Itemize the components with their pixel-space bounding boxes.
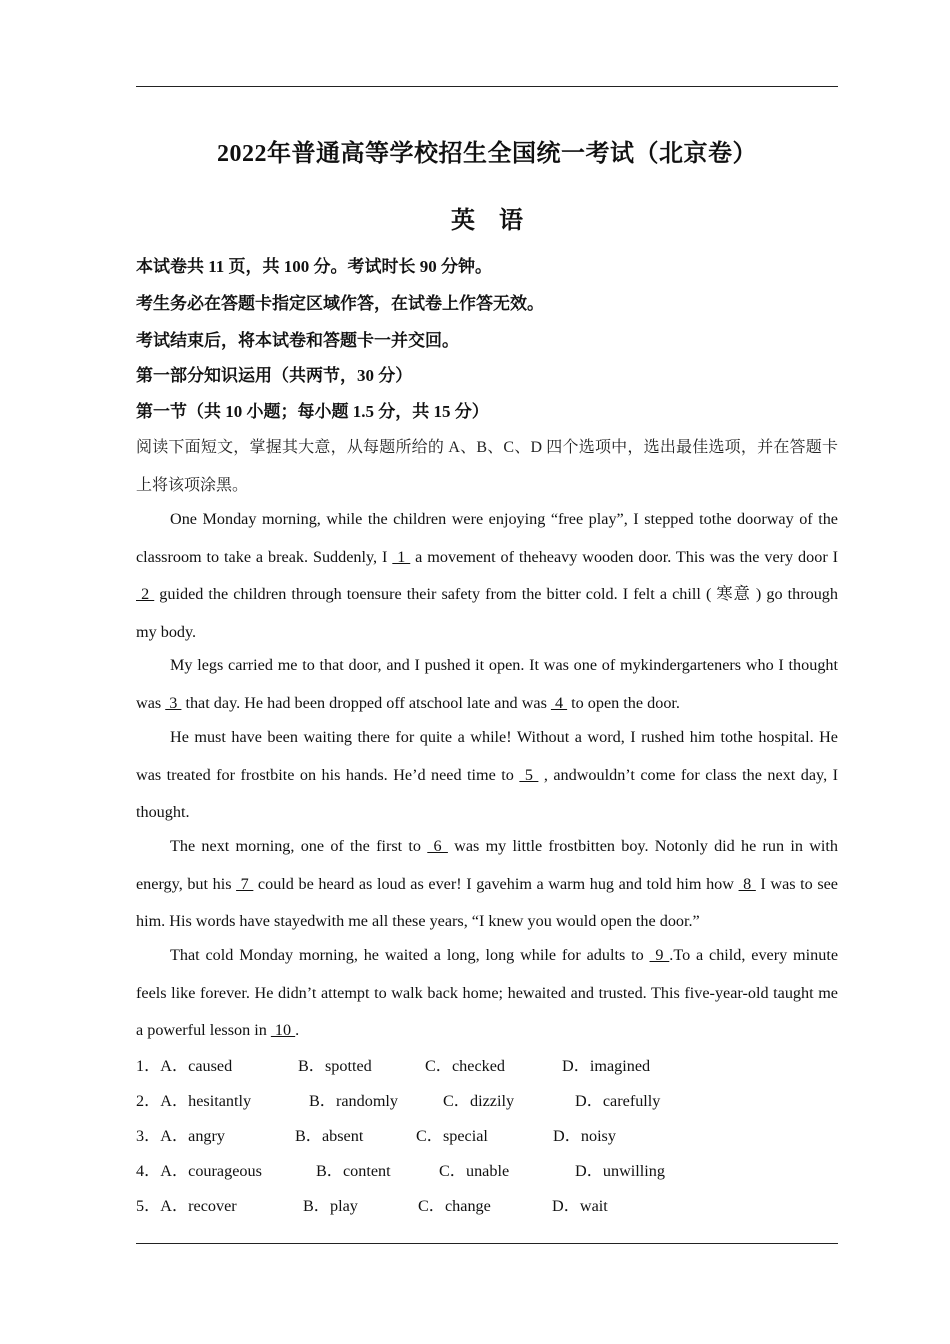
option-c: C．checked — [425, 1057, 506, 1075]
blank-2: 2 — [136, 585, 155, 603]
option-a: 5．A．recover — [136, 1197, 237, 1215]
blank-5: 5 — [519, 765, 539, 784]
question-1-options — [136, 1055, 838, 1077]
paragraph-text: That cold Monday morning, he waited a long, long while for adults to — [170, 946, 650, 964]
paragraph-text: The next morning, one of the first to — [170, 837, 428, 855]
blank-10: 10 — [270, 1021, 296, 1039]
paragraph-text: , andwouldn’t come for class the next day, I thought. — [136, 765, 838, 821]
top-rule — [136, 86, 838, 87]
paragraph-text: to open the door. — [567, 693, 680, 712]
part-one-heading: 第一部分知识运用（共两节，30 分） — [136, 366, 413, 385]
option-d: D．unwilling — [575, 1162, 665, 1180]
option-d: D．wait — [552, 1197, 608, 1215]
question-2-options — [136, 1090, 838, 1112]
blank-9: 9 — [649, 946, 670, 964]
paragraph-text: .To a child, every minute feels like forever. He didn’t attempt to walk back home; hewaited and trusted. This five-year-old taught me a powerful lesson in — [136, 946, 839, 1039]
passage-paragraph-5 — [136, 937, 838, 1050]
question-3-options — [136, 1125, 838, 1147]
paragraph-text: My legs carried me to that door, and I pushed it open. It was one of mykindergarteners who I thought was — [136, 656, 838, 712]
passage-paragraph-1 — [136, 501, 838, 651]
option-c: C．dizzily — [443, 1092, 515, 1110]
paragraph-text: could be heard as loud as ever! I gavehim a warm hug and told him how — [253, 874, 739, 893]
paragraph-text: One Monday morning, while the children were enjoying “free play”, I stepped tothe doorway of the classroom to take a break. Suddenly, I — [136, 510, 838, 566]
paragraph-text: guided the children through toensure their safety from the bitter cold. I felt a chill ( 寒意 ) go through my body. — [136, 585, 838, 641]
blank-8: 8 — [738, 874, 756, 893]
blank-4: 4 — [550, 693, 568, 712]
reading-instruction: 阅读下面短文，掌握其大意，从每题所给的 A、B、C、D 四个选项中，选出最佳选项，并在答题卡上将该项涂黑。 — [136, 439, 838, 494]
option-a: 4．A．courageous — [136, 1162, 262, 1180]
option-c: C．unable — [439, 1162, 510, 1180]
paragraph-text: He must have been waiting there for quite a while! Without a word, I rushed him tothe hospital. He was treated for frostbite on his hands. He’d need time to — [136, 728, 838, 784]
passage-paragraph-2 — [136, 647, 838, 722]
passage-paragraph-4 — [136, 828, 838, 941]
note-pages-score: 本试卷共 11 页，共 100 分。考试时长 90 分钟。 — [136, 257, 493, 276]
option-b: B．absent — [295, 1127, 364, 1145]
blank-3: 3 — [165, 693, 182, 712]
option-a: 2．A．hesitantly — [136, 1092, 252, 1110]
question-4-options — [136, 1160, 838, 1182]
exam-title: 2022年普通高等学校招生全国统一考试（北京卷） — [217, 141, 757, 167]
question-5-options — [136, 1195, 838, 1217]
passage-paragraph-3 — [136, 719, 838, 832]
option-c: C．special — [416, 1127, 488, 1145]
bottom-rule — [136, 1243, 838, 1244]
blank-7: 7 — [236, 874, 254, 893]
blank-6: 6 — [427, 837, 448, 855]
subject-heading: 英语 — [451, 208, 547, 234]
option-c: C．change — [418, 1197, 491, 1215]
option-a: 1．A．caused — [136, 1057, 233, 1075]
note-hand-in: 考试结束后，将本试卷和答题卡一并交回。 — [136, 331, 459, 350]
paragraph-text: I was to see him. His words have stayedwith me all these years, “I knew you would open the door.” — [136, 874, 838, 930]
blank-1: 1 — [392, 547, 411, 566]
option-a: 3．A．angry — [136, 1127, 226, 1145]
section-one-heading: 第一节（共 10 小题；每小题 1.5 分，共 15 分） — [136, 402, 489, 421]
note-answer-area: 考生务必在答题卡指定区域作答，在试卷上作答无效。 — [136, 294, 544, 313]
paragraph-text: was my little frostbitten boy. Notonly did he run in with energy, but his — [136, 837, 838, 893]
option-d: D．noisy — [553, 1127, 616, 1145]
option-d: D．imagined — [562, 1057, 651, 1075]
paragraph-text: . — [295, 1021, 300, 1039]
option-d: D．carefully — [575, 1092, 661, 1110]
option-b: B．randomly — [309, 1092, 399, 1110]
option-b: B．content — [316, 1162, 391, 1180]
paragraph-text: that day. He had been dropped off atschool late and was — [181, 693, 551, 712]
option-b: B．spotted — [298, 1057, 372, 1075]
option-b: B．play — [303, 1197, 358, 1215]
paragraph-text: a movement of theheavy wooden door. This was the very door I — [410, 547, 839, 566]
